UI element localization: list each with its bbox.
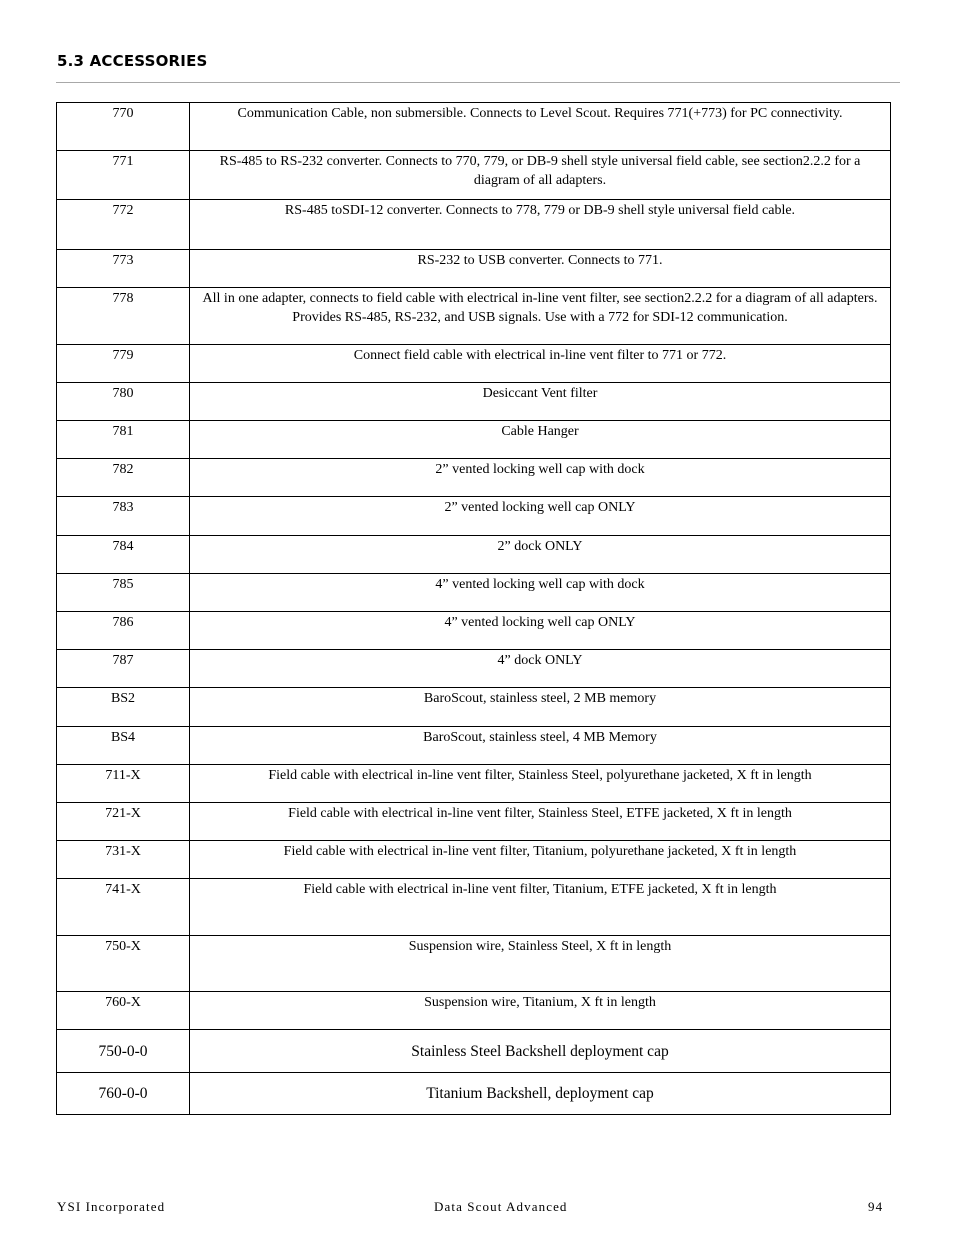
table-row	[57, 536, 891, 574]
part-description: 2” dock ONLY	[190, 536, 891, 574]
table-row	[57, 612, 891, 650]
part-description: Field cable with electrical in-line vent filter, Stainless Steel, polyurethane jacketed, X ft in length	[190, 765, 891, 803]
part-number: 750-0-0	[57, 1030, 190, 1073]
section-heading: 5.3 ACCESSORIES	[57, 52, 208, 70]
part-number: 784	[57, 536, 190, 574]
part-description: 2” vented locking well cap ONLY	[190, 497, 891, 536]
table-row	[57, 288, 891, 345]
table-row	[57, 650, 891, 688]
table-row	[57, 151, 891, 200]
table-row	[57, 879, 891, 936]
table-row	[57, 383, 891, 421]
part-description: Communication Cable, non submersible. Connects to Level Scout. Requires 771(+773) for PC connectivity.	[190, 103, 891, 151]
part-number: 721-X	[57, 803, 190, 841]
part-number: 770	[57, 103, 190, 151]
table-row	[57, 497, 891, 536]
part-number: 783	[57, 497, 190, 536]
footer-company: YSI Incorporated	[57, 1199, 166, 1214]
table-row	[57, 459, 891, 497]
part-number: 781	[57, 421, 190, 459]
part-number: 772	[57, 200, 190, 250]
part-description: 2” vented locking well cap with dock	[190, 459, 891, 497]
part-description: 4” vented locking well cap with dock	[190, 574, 891, 612]
part-description: RS-485 to RS-232 converter. Connects to 770, 779, or DB-9 shell style universal field cable, see section2.2.2 for a diagram of all adapters.	[190, 151, 891, 200]
part-description: BaroScout, stainless steel, 2 MB memory	[190, 688, 891, 727]
part-description: Field cable with electrical in-line vent filter, Titanium, ETFE jacketed, X ft in length	[190, 879, 891, 936]
table-row	[57, 1030, 891, 1073]
part-description: Field cable with electrical in-line vent filter, Stainless Steel, ETFE jacketed, X ft in length	[190, 803, 891, 841]
part-description: Stainless Steel Backshell deployment cap	[190, 1030, 891, 1073]
part-description: All in one adapter, connects to field cable with electrical in-line vent filter, see section2.2.2 for a diagram of all adapters. Provides RS-485, RS-232, and USB signals. Use with a 772 for SDI-12 communication.	[190, 288, 891, 345]
part-description: BaroScout, stainless steel, 4 MB Memory	[190, 727, 891, 765]
part-description: Desiccant Vent filter	[190, 383, 891, 421]
table-row	[57, 345, 891, 383]
part-number: 741-X	[57, 879, 190, 936]
part-description: Suspension wire, Titanium, X ft in length	[190, 992, 891, 1030]
part-description: Titanium Backshell, deployment cap	[190, 1073, 891, 1115]
part-number: 780	[57, 383, 190, 421]
part-description: Cable Hanger	[190, 421, 891, 459]
part-number: BS2	[57, 688, 190, 727]
part-description: Suspension wire, Stainless Steel, X ft in length	[190, 936, 891, 992]
part-number: 787	[57, 650, 190, 688]
part-number: 786	[57, 612, 190, 650]
table-row	[57, 936, 891, 992]
table-row	[57, 992, 891, 1030]
part-number: 771	[57, 151, 190, 200]
part-number: 750-X	[57, 936, 190, 992]
part-description: RS-232 to USB converter. Connects to 771.	[190, 250, 891, 288]
table-row	[57, 765, 891, 803]
part-number: 782	[57, 459, 190, 497]
part-description: 4” vented locking well cap ONLY	[190, 612, 891, 650]
table-row	[57, 421, 891, 459]
part-number: 731-X	[57, 841, 190, 879]
part-description: Field cable with electrical in-line vent filter, Titanium, polyurethane jacketed, X ft in length	[190, 841, 891, 879]
heading-divider	[56, 82, 900, 83]
part-number: 778	[57, 288, 190, 345]
part-number: 779	[57, 345, 190, 383]
table-row	[57, 841, 891, 879]
part-number: 785	[57, 574, 190, 612]
table-row	[57, 574, 891, 612]
footer-product: Data Scout Advanced	[434, 1199, 568, 1214]
table-row	[57, 1073, 891, 1115]
part-description: RS-485 toSDI-12 converter. Connects to 778, 779 or DB-9 shell style universal field cable.	[190, 200, 891, 250]
part-description: Connect field cable with electrical in-line vent filter to 771 or 772.	[190, 345, 891, 383]
table-row	[57, 803, 891, 841]
part-number: 711-X	[57, 765, 190, 803]
table-row	[57, 103, 891, 151]
part-number: BS4	[57, 727, 190, 765]
part-description: 4” dock ONLY	[190, 650, 891, 688]
part-number: 760-0-0	[57, 1073, 190, 1115]
table-row	[57, 688, 891, 727]
footer-page-number: 94	[868, 1199, 884, 1214]
part-number: 773	[57, 250, 190, 288]
table-row	[57, 727, 891, 765]
table-row	[57, 250, 891, 288]
accessories-table	[56, 102, 891, 1115]
part-number: 760-X	[57, 992, 190, 1030]
table-row	[57, 200, 891, 250]
